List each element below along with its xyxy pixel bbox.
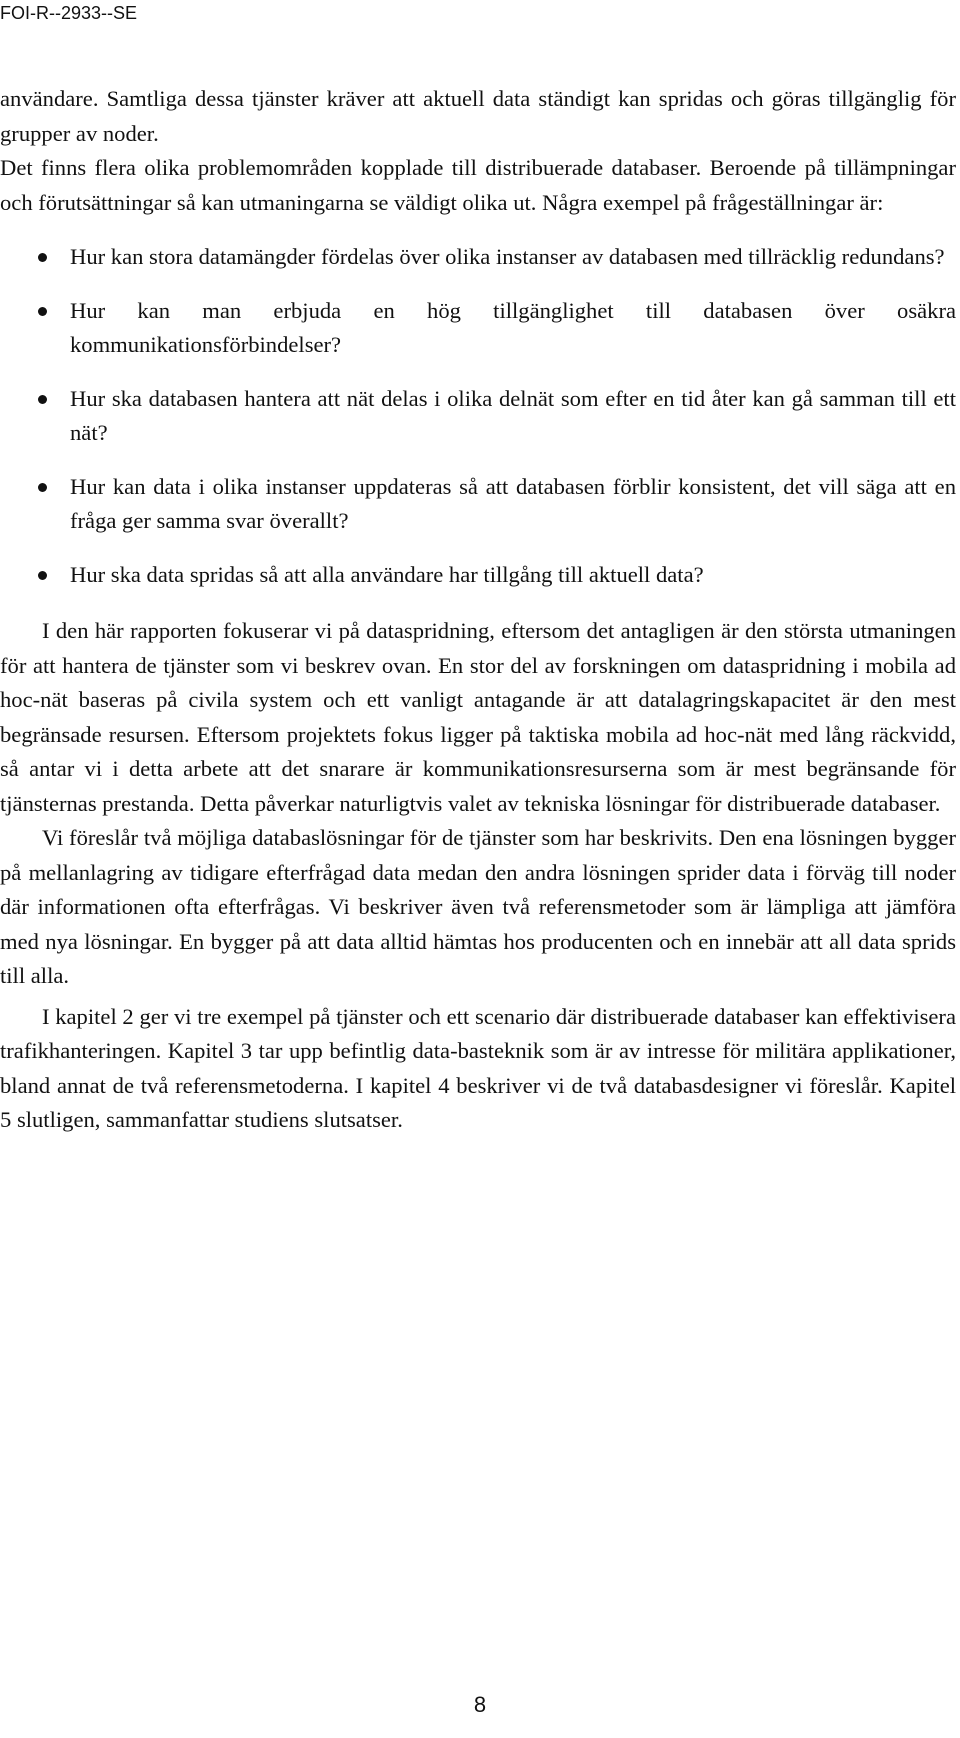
- question-list: [0, 240, 956, 592]
- list-item-text: Hur ska data spridas så att alla användare har tillgång till aktuell data?: [70, 561, 704, 587]
- list-item: [0, 294, 956, 363]
- paragraph-focus: I den här rapporten fokuserar vi på dataspridning, eftersom det antagligen är den största utmaningen för att hantera de tjänster som vi beskrev ovan. En stor del av forskningen om dataspridning i mobila ad hoc-nät baseras på civila system och ett vanligt antagande är att datalagringskapacitet är den mest begränsade resursen. Eftersom projektets fokus ligger på taktiska mobila ad hoc-nät med lång räckvidd, så antar vi i detta arbete att det snarare är kommunikationsresurserna som är mest begränsande för tjänsternas prestanda. Detta påverkar naturligtvis valet av tekniska lösningar för distribuerade databaser.: [0, 618, 956, 816]
- list-item: [0, 470, 956, 539]
- bullet-icon: [38, 253, 47, 262]
- list-item: [0, 240, 956, 275]
- list-item: [0, 558, 956, 593]
- report-id: FOI-R--2933--SE: [0, 3, 138, 23]
- paragraph-chapter-outline: I kapitel 2 ger vi tre exempel på tjänster och ett scenario där distribuerade databaser kan effektivisera trafikhanteringen. Kapitel 3 tar upp befintlig data-basteknik som är av intresse för militära applikationer, bland annat de två referensmetoderna. I kapitel 4 beskriver vi de två databasdesigner vi föreslår. Kapitel 5 slutligen, sammanfattar studiens slutsatser.: [0, 1003, 956, 1132]
- bullet-icon: [38, 483, 47, 492]
- list-item-text: Hur ska databasen hantera att nät delas i olika delnät som efter en tid åter kan gå samman till ett nät?: [70, 385, 956, 445]
- page-number: 8: [473, 1692, 487, 1717]
- list-item-text: Hur kan data i olika instanser uppdateras så att databasen förblir konsistent, det vill säga att en fråga ger samma svar överallt?: [70, 473, 956, 533]
- bullet-icon: [38, 307, 47, 316]
- paragraph-intro-continuation: användare. Samtliga dessa tjänster kräver att aktuell data ständigt kan spridas och göras tillgänglig för grupper av noder.: [0, 86, 956, 146]
- paragraph-problem-areas: Det finns flera olika problemområden kopplade till distribuerade databaser. Beroende på tillämpningar och förutsättningar så kan utmaningarna se väldigt olika ut. Några exempel på frågeställningar är:: [0, 155, 956, 215]
- document-body: [0, 82, 956, 1138]
- bullet-icon: [38, 395, 47, 404]
- list-item-text: Hur kan stora datamängder fördelas över olika instanser av databasen med tillräcklig redundans?: [70, 244, 945, 269]
- list-item: [0, 382, 956, 451]
- bullet-icon: [38, 571, 47, 580]
- list-item-text: Hur kan man erbjuda en hög tillgänglighet till databasen över osäkra kommunikationsförbindelser?: [70, 297, 956, 357]
- paragraph-proposed-solutions: Vi föreslår två möjliga databaslösningar för de tjänster som har beskrivits. Den ena lösningen bygger på mellanlagring av tidigare efterfrågad data medan den andra lösningen sprider data i förväg till noder där informationen ofta efterfrågas. Vi beskriver även två referensmetoder som är lämpliga att jämföra med nya lösningar. En bygger på att data alltid hämtas hos producenten och en innebär att all data sprids till alla.: [0, 825, 956, 988]
